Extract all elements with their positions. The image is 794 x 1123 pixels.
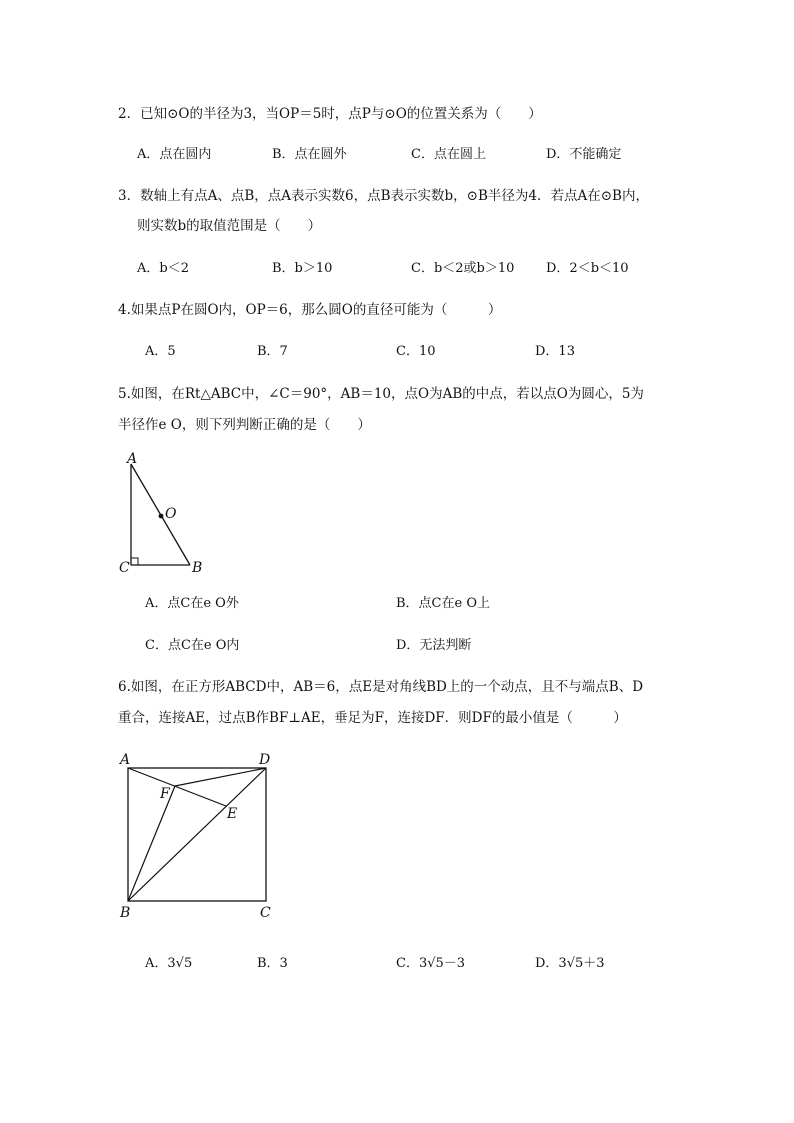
q6-segment-bf [128, 786, 175, 901]
q6-label-c: C [260, 905, 271, 921]
q3-option-d: D．2＜b＜10 [546, 261, 629, 276]
q4-option-d: D．13 [535, 344, 575, 359]
q6-label-d: D [259, 752, 271, 768]
q5-option-c: C．点C在e O内 [145, 638, 240, 653]
q2-stem: 2．已知⊙O的半径为3，当OP＝5时，点P与⊙O的位置关系为（ ） [118, 106, 542, 122]
q5-label-o: O [165, 506, 177, 522]
q5-option-d: D．无法判断 [396, 638, 472, 653]
q6-label-b: B [120, 905, 131, 921]
q3-option-a: A．b＜2 [137, 261, 189, 276]
q2-option-c: C．点在圆上 [411, 147, 486, 162]
q5-option-b: B．点C在e O上 [396, 596, 490, 611]
q3-stem-line2: 则实数b的取值范围是（ ） [137, 218, 322, 234]
q4-option-c: C．10 [396, 344, 436, 359]
q6-square-figure [110, 745, 290, 925]
q4-stem: 4.如果点P在圆O内，OP＝6，那么圆O的直径可能为（ ） [118, 302, 502, 318]
q2-option-b: B．点在圆外 [272, 147, 347, 162]
q5-triangle-figure [110, 450, 220, 580]
q6-diagonal-bd [128, 768, 266, 901]
q5-option-a: A．点C在e O外 [145, 596, 239, 611]
q2-option-a: A．点在圆内 [137, 147, 212, 162]
q5-label-c: C [119, 560, 130, 576]
q5-stem-line2: 半径作e O，则下列判断正确的是（ ） [118, 417, 371, 433]
q6-option-a: A．3√5 [145, 956, 193, 971]
q6-segment-ae [128, 768, 226, 806]
q5-label-a: A [127, 451, 138, 467]
q3-stem-line1: 3．数轴上有点A、点B，点A表示实数6，点B表示实数b，⊙B半径为4．若点A在⊙B内， [118, 188, 649, 204]
q5-point-o [159, 514, 164, 519]
q4-option-b: B．7 [257, 344, 288, 359]
q3-option-c: C．b＜2或b＞10 [411, 261, 515, 276]
q4-option-a: A．5 [145, 344, 176, 359]
q5-label-b: B [192, 560, 203, 576]
q6-stem-line1: 6.如图，在正方形ABCD中，AB＝6，点E是对角线BD上的一个动点，且不与端点B、D [118, 679, 644, 695]
q6-option-b: B．3 [257, 956, 288, 971]
q6-option-d: D．3√5＋3 [535, 956, 605, 971]
q6-option-c: C．3√5－3 [396, 956, 466, 971]
q6-stem-line2: 重合，连接AE，过点B作BF⊥AE，垂足为F，连接DF．则DF的最小值是（ ） [118, 710, 627, 726]
q5-right-angle-mark [131, 558, 138, 565]
q6-label-e: E [227, 806, 238, 822]
q5-stem-line1: 5.如图，在Rt△ABC中，∠C＝90°，AB＝10，点O为AB的中点，若以点O为圆心，5为 [118, 386, 644, 402]
q3-option-b: B．b＞10 [272, 261, 333, 276]
q6-label-f: F [160, 786, 170, 802]
q2-option-d: D．不能确定 [546, 147, 622, 162]
q6-segment-fd [175, 768, 266, 786]
q6-label-a: A [120, 752, 131, 768]
